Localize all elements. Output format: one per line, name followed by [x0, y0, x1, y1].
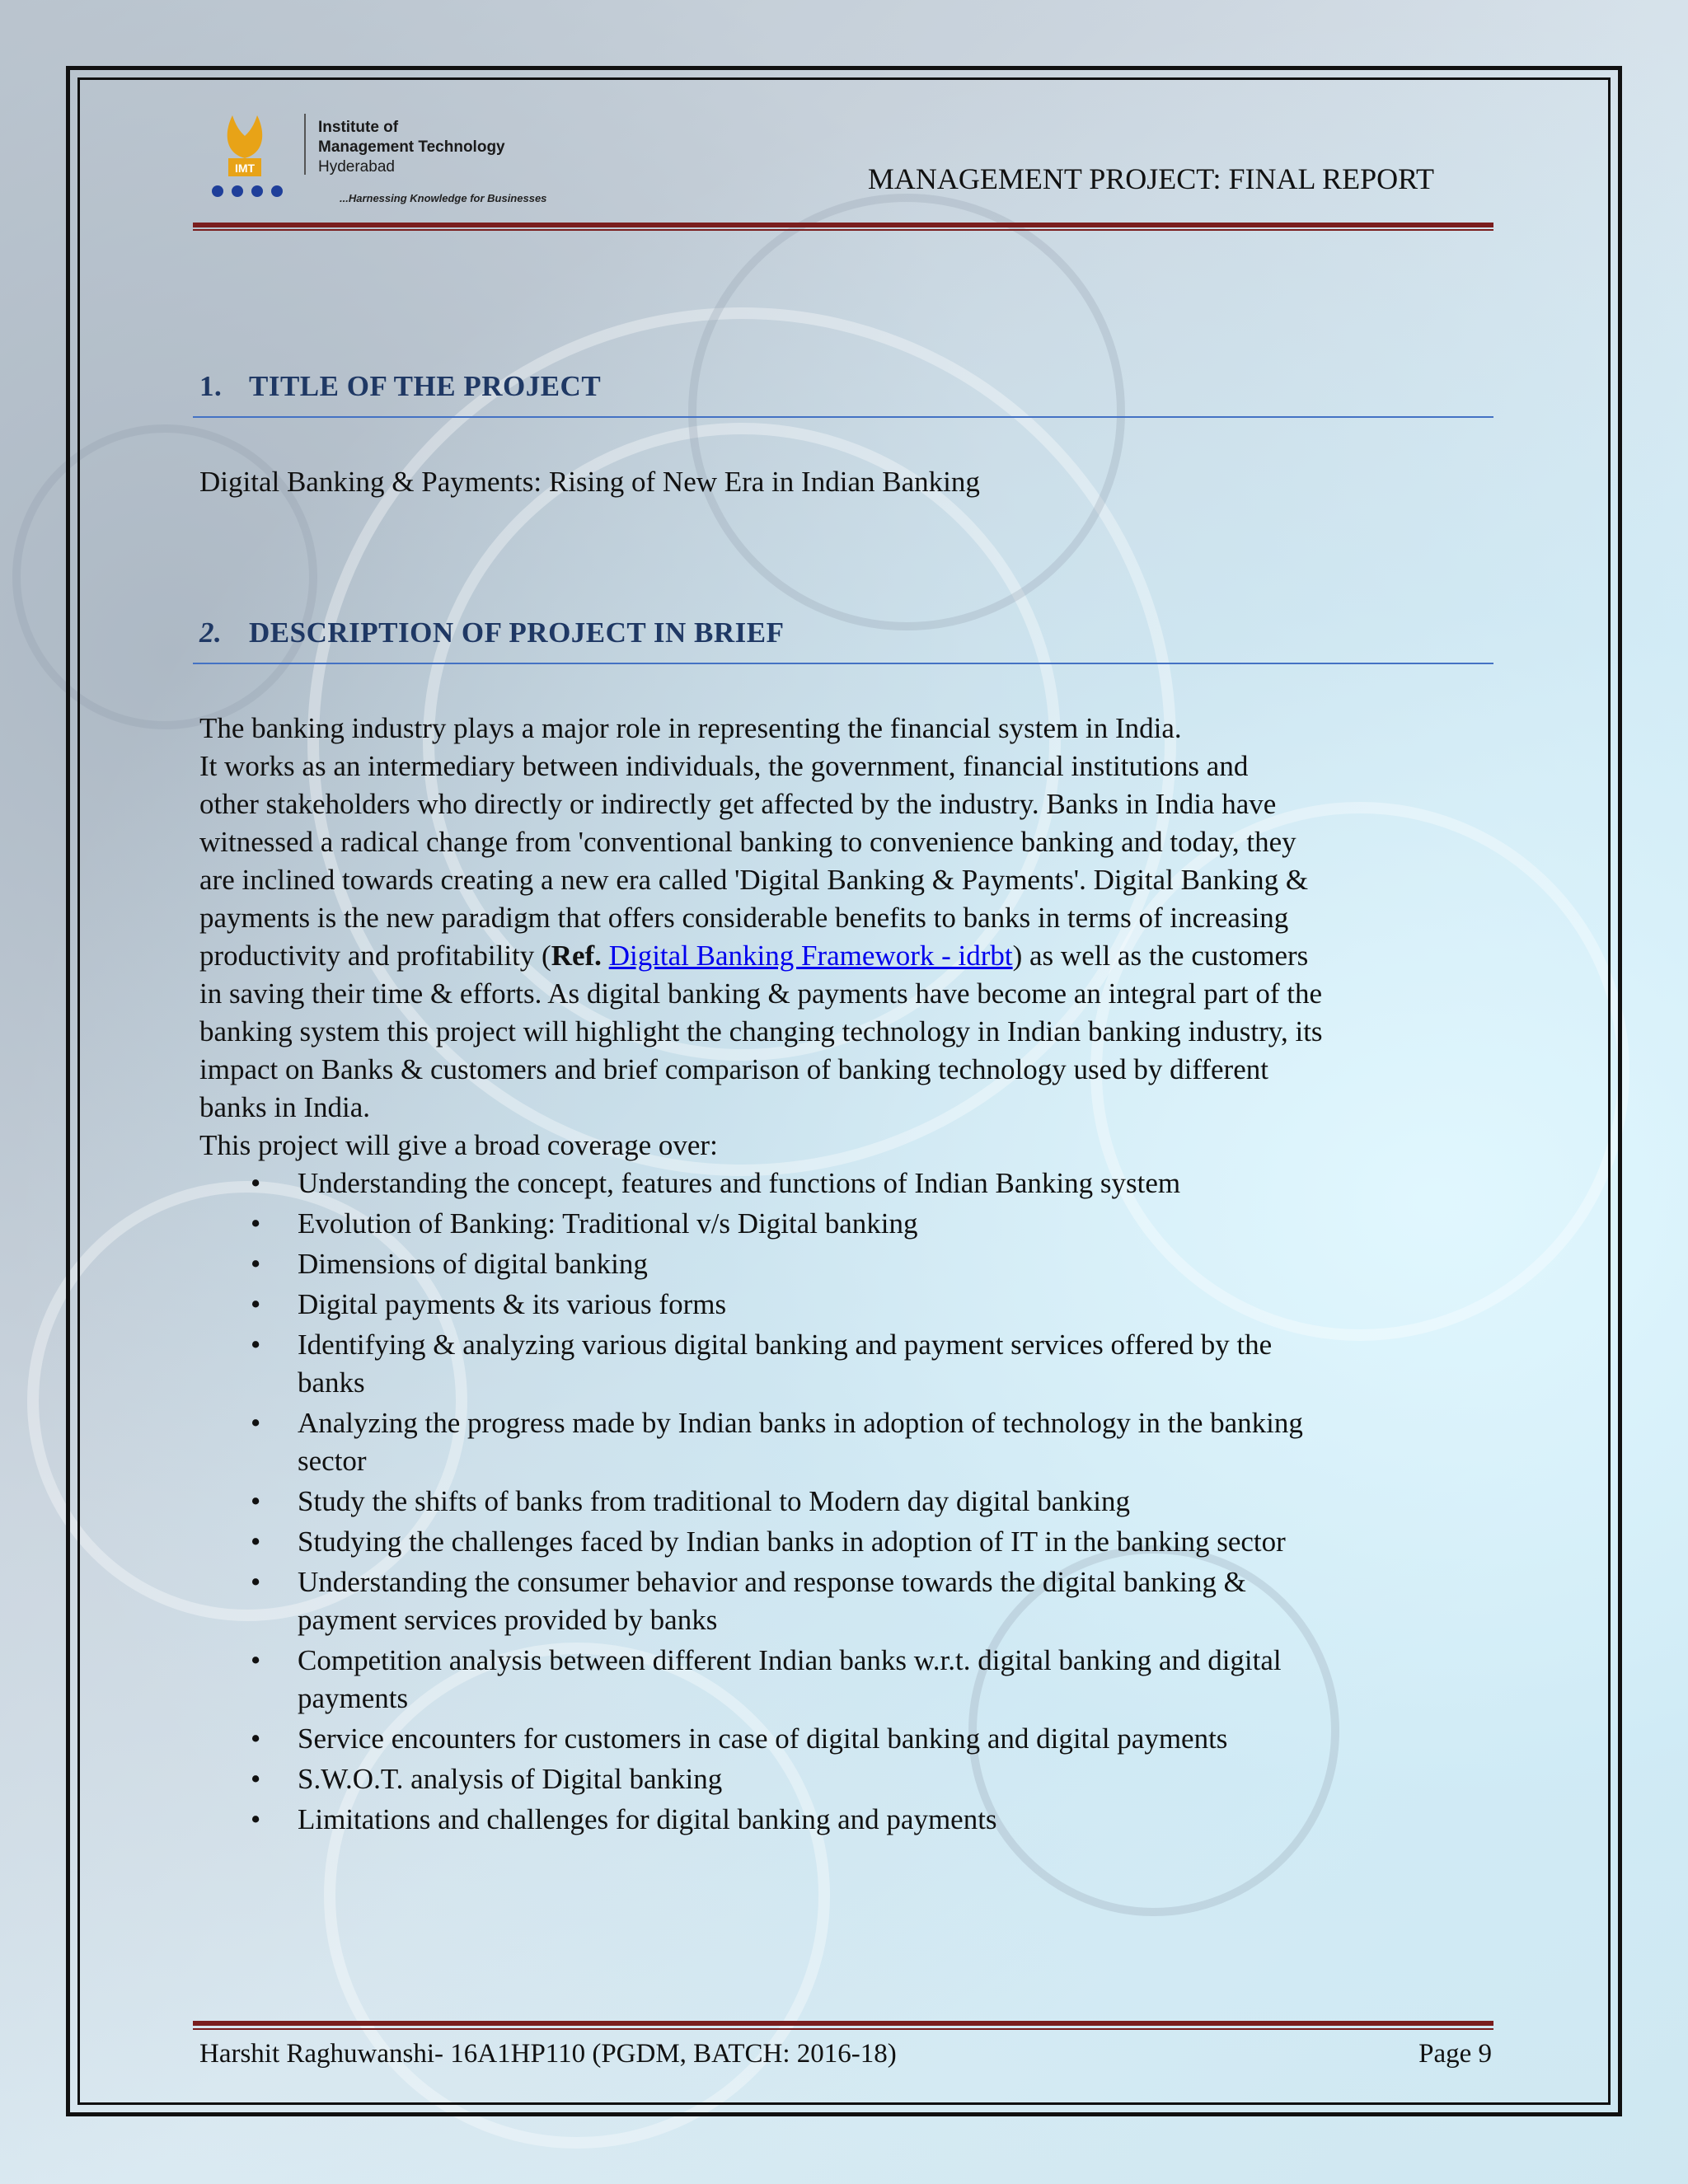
- list-item-text: sector: [298, 1445, 367, 1477]
- list-item-text: payments: [298, 1682, 409, 1714]
- section2-heading-rule: [193, 663, 1493, 664]
- list-item-text: Identifying & analyzing various digital banking and payment services offered by the: [298, 1329, 1273, 1361]
- bullet-icon: •: [251, 1526, 261, 1558]
- list-item: [199, 1720, 1502, 1758]
- description-line: payments is the new paradigm that offers considerable benefits to banks in terms of increasing: [199, 902, 1289, 934]
- list-item-text: Digital payments & its various forms: [298, 1288, 727, 1320]
- description-line: in saving their time & efforts. As digital banking & payments have become an integral part of the: [199, 977, 1323, 1010]
- list-item: [199, 1801, 1502, 1839]
- description-body: [199, 710, 1502, 1841]
- header-rule: [193, 223, 1493, 227]
- footer-rule-thin: [193, 2028, 1493, 2030]
- logo-tagline: ...Harnessing Knowledge for Businesses: [340, 192, 547, 204]
- bullet-icon: •: [251, 1485, 261, 1517]
- description-line: banks in India.: [199, 1091, 371, 1123]
- bullet-icon: •: [251, 1207, 261, 1240]
- list-item-text: Analyzing the progress made by Indian banks in adoption of technology in the banking: [298, 1407, 1303, 1439]
- list-item-text: S.W.O.T. analysis of Digital banking: [298, 1763, 723, 1795]
- list-item-text: payment services provided by banks: [298, 1604, 718, 1636]
- footer-rule: [193, 2021, 1493, 2026]
- list-item-text: Studying the challenges faced by Indian banks in adoption of IT in the banking sector: [298, 1526, 1286, 1558]
- list-item: [199, 1326, 1502, 1402]
- description-line: It works as an intermediary between individuals, the government, financial institutions and: [199, 750, 1249, 782]
- section1-heading-rule: [193, 416, 1493, 418]
- bullet-icon: •: [251, 1566, 261, 1598]
- bullet-icon: •: [251, 1803, 261, 1835]
- bullet-icon: •: [251, 1288, 261, 1320]
- list-item-text: Evolution of Banking: Traditional v/s Digital banking: [298, 1207, 918, 1240]
- bullet-icon: •: [251, 1644, 261, 1676]
- bullet-icon: •: [251, 1248, 261, 1280]
- section1-heading: [199, 370, 601, 403]
- coverage-list: [199, 1165, 1502, 1839]
- section2-heading-text: DESCRIPTION OF PROJECT IN BRIEF: [249, 616, 785, 649]
- ref-line-after: ) as well as the customers: [1012, 940, 1309, 972]
- page-number: Page 9: [1418, 2039, 1492, 2069]
- list-item: [199, 1483, 1502, 1521]
- list-item-text: Dimensions of digital banking: [298, 1248, 648, 1280]
- description-line: other stakeholders who directly or indirectly get affected by the industry. Banks in India have: [199, 788, 1277, 820]
- section2-heading: [199, 616, 784, 649]
- description-line: are inclined towards creating a new era called 'Digital Banking & Payments'. Digital Banking &: [199, 864, 1309, 896]
- bullet-icon: •: [251, 1763, 261, 1795]
- logo-line1: Institute of: [318, 119, 399, 136]
- list-item: [199, 1245, 1502, 1283]
- ref-line-before: productivity and profitability (: [199, 940, 551, 972]
- description-line: witnessed a radical change from 'conventional banking to convenience banking and today, they: [199, 826, 1296, 858]
- list-item: [199, 1205, 1502, 1243]
- list-item-text: Study the shifts of banks from traditional to Modern day digital banking: [298, 1485, 1130, 1517]
- description-line: impact on Banks & customers and brief comparison of banking technology used by different: [199, 1053, 1268, 1085]
- logo-line2: Management Technology: [318, 138, 505, 156]
- idrbt-framework-link[interactable]: Digital Banking Framework - idrbt: [608, 940, 1013, 972]
- header-title: MANAGEMENT PROJECT: FINAL REPORT: [867, 162, 1434, 195]
- svg-text:IMT: IMT: [234, 162, 256, 175]
- list-item-text: Understanding the concept, features and functions of Indian Banking system: [298, 1167, 1181, 1199]
- list-item-text: Competition analysis between different Indian banks w.r.t. digital banking and digital: [298, 1644, 1282, 1676]
- list-item: [199, 1286, 1502, 1324]
- bullet-icon: •: [251, 1407, 261, 1439]
- list-item: [199, 1642, 1502, 1718]
- list-item: [199, 1563, 1502, 1639]
- list-item-text: banks: [298, 1366, 365, 1399]
- description-ref-line: [199, 937, 1502, 975]
- logo-line3: Hyderabad: [318, 158, 395, 176]
- description-line: This project will give a broad coverage over:: [199, 1129, 718, 1161]
- section2-number: 2.: [199, 616, 223, 649]
- list-item-text: Limitations and challenges for digital banking and payments: [298, 1803, 997, 1835]
- ref-label: Ref.: [551, 940, 602, 972]
- list-item: [199, 1523, 1502, 1561]
- section1-number: 1.: [199, 370, 223, 402]
- bullet-icon: •: [251, 1167, 261, 1199]
- description-line: banking system this project will highlight the changing technology in Indian banking industry, its: [199, 1015, 1323, 1047]
- description-line: The banking industry plays a major role in representing the financial system in India.: [199, 712, 1182, 744]
- bullet-icon: •: [251, 1329, 261, 1361]
- bullet-icon: •: [251, 1722, 261, 1755]
- list-item: [199, 1760, 1502, 1798]
- logo-text: [318, 118, 505, 177]
- project-title-text: Digital Banking & Payments: Rising of New Era in Indian Banking: [199, 466, 980, 498]
- list-item-text: Service encounters for customers in case of digital banking and digital payments: [298, 1722, 1228, 1755]
- list-item: [199, 1404, 1502, 1480]
- header-rule-thin: [193, 229, 1493, 231]
- footer-author: Harshit Raghuwanshi- 16A1HP110 (PGDM, BATCH: 2016-18): [199, 2039, 897, 2069]
- section1-heading-text: TITLE OF THE PROJECT: [249, 370, 602, 402]
- list-item-text: Understanding the consumer behavior and response towards the digital banking &: [298, 1566, 1246, 1598]
- list-item: [199, 1165, 1502, 1202]
